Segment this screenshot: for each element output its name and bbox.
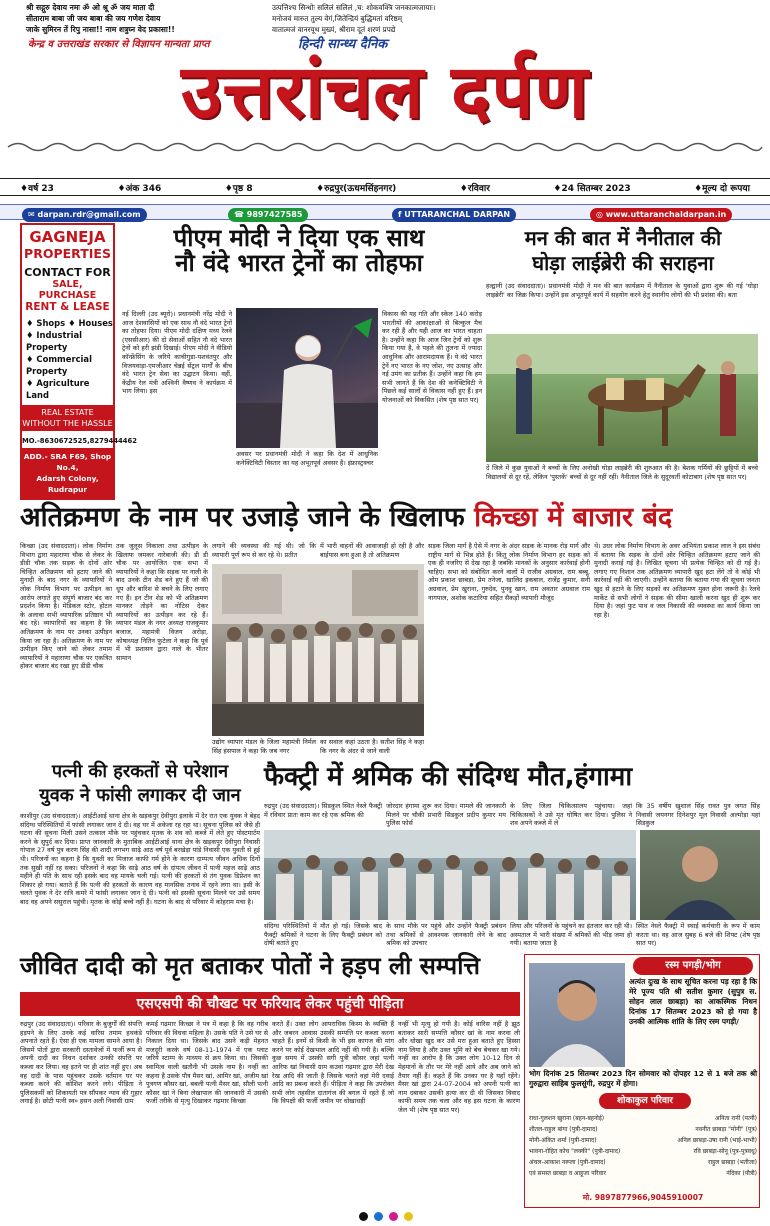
left-quote-2: सीताराम बाबा जी जय बाबा की जय गणेश देवाय [26, 14, 161, 23]
obituary-title: रस्म पगड़ी/भोग [633, 957, 753, 975]
ad-mobile: MO.-8630672525,8279444462 [22, 437, 137, 445]
bandh-col-2: तक जुलूस निकाला तथा उत्पीड़न के खिलाफ जमकर नारेबाजी की। डी डी चौक पर आयोजित एक सभा में व्यापारियों ने कहा कि सड़क पर नाली के बाद उनके टीन शेड बने हुए हैं जो की धूप और बारिश से बचने के लिए लगाए गए हैं। इन टीन शेड को भी अतिक्रमण मानकर तोड़ने का नोटिस देकर व्यापारियों का उत्पीड़न कर रहे हैं। व्यापार मंडल के नगर अध्यक्ष राजकुमार बजाज, महामंत्री विजय अरोड़ा, कोषाध्यक्ष नितिन फुटेला ने कहा कि पूर्व में भी प्रशासन द्वारा नाले के भीतर सामान [116, 542, 208, 662]
trains-headline-1: पीएम मोदी ने दिया एक साथ [173, 224, 425, 252]
print-registration-marks [346, 1212, 426, 1222]
obituary-family-title: शोकाकुल परिवार [599, 1093, 691, 1109]
right-quote-1: उत्पत्तिश्च सिन्धोः सलिलं सलिलं ,च: शोकवक्त्रि जनकात्मजायाः। [272, 3, 436, 12]
suicide-headline [20, 760, 260, 808]
suicide-headline-2: युवक ने फांसी लगाकर दी जान [39, 785, 241, 806]
factory-caption-1: संदिग्ध परिस्थितियों में मौत हो गई। जिसके बाद फैक्ट्री श्रमिकों ने घटना के लिए फैक्ट्री प्रबंधन को दोषी बताते हुए [264, 922, 382, 948]
globe-icon: ◎ [596, 210, 606, 219]
ad-address-2: Adarsh Colony, Rudrapur [36, 474, 99, 494]
ad-address-1: ADD.- SRA F69, Shop No.4, [23, 452, 112, 472]
bandh-headline [20, 504, 760, 538]
facebook-icon: f [398, 210, 405, 219]
property-col-4: नन्हीं भी मृत्यु हो गयी है। कोई वारिस नहीं है झूठ बताकर सारी सम्पत्ति कौसर खां के नाम करवा ली और धोखा खुद कर उसे मरा हुआ बताते हुए हिस्सा नाम लिया है और उक्त भूमि को बेच बेचकर खा गये। नन्हीं का आरोप है कि उक्त लोग 10-12 दिन से मेहमानों के तौर पर मेरे नहीं आये और अब जाने को तैयार नहीं हैं। कहते हैं कि उनका घर है यहाँ रहेंगे। मैसर खां द्वारा 24-07-2004 को अपनी पत्नी का नाम दबाकर उसकी हत्या कर दी थी जिसका विवाद काफी समय तक चला और वह इस घटना के कारण जेल भी (शेष पृष्ठ सात पर) [398, 1020, 520, 1114]
website-text: www.uttaranchaldarpan.in [605, 210, 727, 219]
ad-slogan-band [22, 405, 113, 431]
library-body-2: दें जिले में कुछ युवाओं ने बच्चों के लिए अनोखी घोड़ा लाइब्रेरी की शुरुआत की है। बेशक गर्मियों की छुट्टियों में बच्चे विद्यालयों से दूर रहें, लेकिन 'पुस्तकें' बच्चों से दूर नहीं रहीं। नैनीताल जिले के सुदूरवर्ती कोटाबाग (शेष पृष्ठ सात पर) [486, 464, 758, 481]
factory-caption-3: लिया और परिजनों के पहुंचने का इंतजार कर रही थी। अस्पताल में भारी संख्या में श्रमिकों की भीड़ जमा हो गयी। बताया जाता है [510, 922, 632, 948]
registration-mark-icon [389, 1212, 398, 1221]
bandh-col-4: में भारी वाहनों की आवाजाही हो रही है और बाईपास बना हुआ है तो अतिक्रमण [320, 542, 424, 559]
photo-horse-library [486, 334, 758, 462]
masthead [0, 0, 770, 156]
bandh-col-5: सड़क जिला मार्ग है ऐसे में नगर के अंदर सड़क के मानक रोड़ मार्ग और राष्ट्रीय मार्ग से भिन्न होते हैं। किंतु लोक निर्माण विभाग हर सड़क को एक ही नजरिए से देख रहा है जबकि मानकों के अनुसार कार्रवाई होनी चाहिए। सभा को संबोधित करने वालों में राजीव अग्रवाल, राम बब्बू, ओम प्रकाश छाबड़ा, प्रेम तनेजा, खालिद इकबाल, राजेंद्र कुमार, सनी अग्रवाल, प्रेम खुराना, गुरुदेव, पुनवु खान, राम अवतार अग्रवाल राम नागपाल, अशोक कटारिया सहित सैकड़ों व्यापारी मौजूद [428, 542, 590, 602]
contact-bar [0, 204, 770, 220]
meta-issue: ♦अंक 346 [117, 183, 162, 194]
ad-gagneja-properties [20, 223, 137, 500]
factory-col-3: के लिए जिला चिकित्सालय पहुंचाया। जहां चिकित्सकों ने उसे मृत घोषित कर दिया। पुलिस ने शव अपने कब्जे में ले [510, 802, 632, 828]
website-pill[interactable] [590, 208, 732, 222]
newspaper-title: उत्तरांचल दर्पण [181, 49, 589, 135]
photo-modi-flag [236, 308, 378, 448]
phone-pill[interactable] [228, 208, 308, 222]
photo-market-protest [212, 564, 424, 736]
factory-headline: फैक्ट्री में श्रमिक की संदिग्ध मौत,हंगामा [264, 762, 633, 792]
email-text: darpan.rdr@gmail.com [37, 210, 141, 219]
bandh-headline-red: किच्छा में बाजार बंद [474, 502, 673, 533]
meta-pages: ♦पृष्ठ 8 [224, 183, 253, 194]
obituary-box [524, 954, 760, 1208]
social-text: UTTARANCHAL DARPAN [404, 210, 511, 219]
right-quote-3: वातात्मजं वानरयूथ मुख्यं, श्रीराम दूतं शरणं प्रपद्ये [272, 25, 396, 34]
obituary-details: भोग दिनांक 25 सितम्बर 2023 दिन सोमवार को दोपहर 12 से 1 बजे तक श्री गुरुद्वारा साहिब फुलसुंगी, रुद्रपुर में होगा। [529, 1069, 757, 1088]
bandh-col-6: थे। उधर लोक निर्माण विभाग के अवर अभियंता प्रकाश लाल ने इस संबंध में बताया कि सड़क के दोनों ओर चिन्हित अतिक्रमण हटाए जाने की मुनादी कराई गई है। लिखित सूचना भी प्रत्येक चिन्हित को दी गई है। लगाए गए निशान तक अतिक्रमण व्यापारी खुद हटा लेंगे तो वे कोई भी कार्रवाई नहीं की जाएगी। उन्होंने बताया कि बताया गया की सूचना जनता खुद से हटाने के लिए सड़कों का अतिक्रमण मुक्त होना जरूरी है। रेलवे मार्केट से सभी लोगों ने सड़क की सीमा खाली करना खुद ही शुरू कर दिया है। जहां फुट पाथ व जल निकासी की व्यवस्था का कार्य किया जा रहा है। [594, 542, 760, 619]
property-subhead: एसएसपी की चौखट पर फरियाद लेकर पहुंची पीड़िता [20, 992, 520, 1016]
crowd-icon [212, 564, 424, 736]
factory-col-2: जोरदार हंगामा शुरू कर दिया। मामले की जानकारी मिलने पर चौकी प्रभारी सिडकुल प्रदीप कुमार मय पुलिस फोर्स [386, 802, 506, 828]
property-col-2: कमई गढ़मार किच्छा ने पत्र में कहा है कि वह गरीब परिवार की विधवा महिला है। उसके पति ने उसे घर से निकाल दिया था। जिसके बाद उसने कड़ी मेहनत मजदूरी करके वर्ष 08-11-1974 में एक प्लाट जरिये स्टाम्प के माध्यम से क्रय किया था। जिसकी स्वामित्व वाली खतौनी भी उसके नाम है। नन्हीं का कहना है उसके पौत्र मैसर खां, आमिर खां, अजीम खां पुत्रगण कौसर खां, बबली पत्नी मैसर खां, सौली पत्नी कौसर खां ने बिना लेखापाल की जानकारी में उसकी फर्जी तरीके से मृत्यु दिखाकर गढ़मार किच्छा [146, 1020, 268, 1106]
ad-item: ♦ Agriculture Land [26, 378, 90, 400]
factory-caption-4: स्थित नेस्ले फैक्ट्री में स्थाई कर्मचारी के रूप में काम करता था। वह आज सुबह 6 बजे की शिफ्ट (शेष पृष्ठ सात पर) [636, 922, 760, 948]
library-body-1: हल्द्वानी (उद संवाददाता)। प्रधानमंत्री मोदी ने मन की बात कार्यक्रम में नैनीताल के युवाओं द्वारा शुरू की गई 'घोड़ा लाइब्रेरी' का जिक्र किया। उन्होंने इस अभूतपूर्व कार्य में सहयोग करने हेतु स्थानीय लोगों की भी प्रशंसा की। बता [486, 282, 758, 299]
bandh-col-3: लगाने की व्यवस्था की गई थी। जो कि व्यापारी पूर्ण रूप से कर रहे थे। प्रतीत [212, 542, 316, 559]
right-quote-2: मनोजवं मारुत तुल्य वेगं,जितेन्द्रियं बुद्धिमतां वरिष्ठम् [272, 14, 402, 23]
ad-contact-1: CONTACT FOR [24, 266, 111, 279]
decorative-swirl [8, 140, 762, 154]
bandh-col-4b: का सवाल कहां उठता है। सतीश सिंह ने कहा कि नगर के अंदर से जाने वाली [320, 738, 424, 755]
horse-icon [486, 334, 758, 462]
ad-slogan-1: REAL ESTATE [41, 408, 94, 417]
workers-crowd-icon [264, 830, 636, 920]
left-quote-3: जाके सुमिरन तें रिपु नासा!! नाम शत्रुघ्न वेद प्रकासा!! [26, 25, 175, 34]
library-headline-2: घोड़ा लाईब्रेरी की सराहना [532, 251, 714, 275]
masthead-left-quotes [26, 2, 266, 35]
trains-body-2: विकास की यह गति और स्केल 140 करोड़ भारतीयों की आकांक्षाओं से बिल्कुल मैच कर रही हैं और यही आज का भारत चाहता है। उन्होंने कहा कि आज जिन ट्रेनों को शुरू किया गया है, वे पहले की तुलना में ज्यादा आधुनिक और आरामदायक हैं। ये वंदे भारत ट्रेनें नए भारत के नए जोश, नए उत्साह और नई उमंग का प्रतीक हैं। उन्होंने कहा कि हम सभी जानते हैं कि देश की कनेक्टिविटी ने पिछले कई सालों से विकास नहीं हुए हैं। इन योजनाओं को विकसित (शेष पृष्ठ सात पर) [382, 310, 482, 404]
bandh-headline-black: अतिक्रमण के नाम पर उजाड़े जाने के खिलाफ [20, 502, 465, 533]
ad-name-2: PROPERTIES [24, 246, 111, 261]
mail-icon: ✉ [28, 210, 38, 219]
masthead-right-quotes [272, 2, 762, 35]
trains-headline-2: नौ वंदे भारत ट्रेनों का तोहफा [175, 249, 423, 278]
factory-col-4: कि 35 वर्षीय खुशाल सिंह रावत पुत्र जगत सिंह निवासी जयनगर दिनेशपुर मूल निवासी अल्मोड़ा यहां सिडकुल [636, 802, 760, 828]
trains-body-3: अवसर पर प्रधानमंत्री मोदी ने कहा कि देश में आधुनिक कनेक्टिविटी विस्तार का यह अभूतपूर्व अवसर है। इंफ्रास्ट्रक्चर [236, 450, 378, 467]
property-col-3: करते हैं। उक्त लोग आपराधिक किस्म के व्यक्ति हैं और जबरन आवास उसकी सम्पत्ति पर कब्जा करना चाहते हैं। इनमें से किसी के भी इस कागज की मांग करने पर कोई देखभाल आदि नहीं की गयी है। बल्कि कुछ समय में उसकी सगी पुत्री कौसर जहां पत्नी आरिफ खां निवासी ग्राम कउवां गढ़मार द्वारा मेरी देख रेख आदि की जाती है जिसके चलते वहां मेरी दवाई आदि का प्रबन्ध करते हैं। पीड़िता ने कहा कि उपरोक्त सभी लोग तहसील दातागंज की बगल में रहते हैं जो कि विपक्षी की फर्जी जमीन पर धोखाधड़ी [272, 1020, 394, 1106]
edition-type: हिन्दी सान्ध्य दैनिक [298, 37, 388, 52]
library-headline [486, 226, 760, 276]
ad-name-1: GAGNEJA [29, 228, 106, 246]
bandh-col-3b: उद्योग व्यापार मंडल के जिला महामंत्री निर्मल सिंह हंसपाल ने कहा कि जब नगर [212, 738, 316, 755]
factory-col-1: रुद्रपुर (उद संवाददाता)। सिडकुल स्थित नेस्ले फैक्ट्री में रविवार प्रातः काम कर रहे एक श्रमिक की [264, 802, 382, 819]
ad-item: ♦ Commercial Property [26, 354, 92, 376]
masthead-tagline: केन्द्र व उत्तराखंड सरकार से विज्ञापन मान्यता प्राप्त [28, 39, 210, 50]
trains-body-1: नई दिल्ली (उद ब्यूरो)। प्रधानमंत्री नरेंद्र मोदी ने आज देशवासियों को एक साथ नौ वंदे भारत ट्रेनों का तोहफा दिया। पीएम मोदी दक्षिण मध्य रेलवे (एससीआर) की दो सेवाओं सहित नौ वंदे भारत ट्रेनों को हरी झंडी दिखाई। पीएम मोदी ने वीडियो कॉन्फ्रेंसिंग के जरिये काचीगुडा-यशवंतपुर और विजयवाड़ा-एमजीआर चेन्नई सेंट्रल मार्गों के बीच वंदे भारत ट्रेन सेवा का उद्घाटन किया। वहीं, केंद्रीय रेल मंत्री अश्विनी वैष्णव ने कार्यक्रम में भाग लिया। इस [122, 310, 232, 396]
meta-year: ♦वर्ष 23 [20, 183, 54, 194]
ad-address-band [22, 448, 113, 498]
ad-slogan-2: WITHOUT THE HASSLE [22, 419, 113, 428]
trains-headline [118, 226, 480, 276]
modi-figure-icon [236, 308, 378, 448]
left-quote-1: श्री सद्गुरु देवाय नमः ॐ ओ श्रू ॐ जय माता दी [26, 3, 155, 12]
registration-mark-icon [404, 1212, 413, 1221]
library-headline-1: मन की बात में नैनीताल की [524, 226, 722, 250]
ad-contact-3: RENT & LEASE [25, 301, 110, 313]
factory-caption-2: के साथ मौके पर पहुंचे और उन्होंने फैक्ट्री प्रबंधन तथा श्रमिकों से आवश्यक जानकारी लेने के बाद श्रमिक को उपचार [386, 922, 506, 948]
meta-price: ♦मूल्य दो रूपया [694, 183, 750, 194]
phone-text: 9897427585 [246, 210, 303, 219]
portrait-icon [640, 830, 760, 920]
photo-deceased-worker [640, 830, 760, 920]
portrait-man-icon [529, 963, 625, 1067]
photo-factory-crowd [264, 830, 636, 920]
ad-item: ♦ Shops ♦ Houses [26, 318, 113, 328]
whatsapp-icon: ☎ [234, 210, 247, 219]
registration-mark-icon [359, 1212, 368, 1221]
suicide-body: काशीपुर (उद संवाददाता)। आईटीआई थाना क्षेत्र के खड़कपुर देवीपुरा इलाके में देर रात एक युवक ने बेहद संदिग्ध परिस्थितियों में फांसी लगाकर जान दे दी। वह घर में अकेला रह रहा था। सूचना पुलिस को जैसे ही घटना की सूचना मिली उसने तत्काल मौके पर पहुंचकर मृतक के शव को कब्जे में लेते हुए पोस्टमार्टम करने के सुपुर्द कर दिया। प्राप्त जानकारी के मुताबिक आईटीआई थाना क्षेत्र के खड़कपुर देवीपुरा निवासी गोपाल 27 वर्ष पुत्र करण सिंह की शादी लगभग साढ़े आठ वर्ष पूर्व बरखेड़ा पांडे निवासी एक युवती से हुई थी। परिजनों का कहना है कि युवती का मिजाज काफी गर्म होने के कारण दाम्पत्य जीवन अधिक दिनों तक सुखी नहीं रह सका। परिजनों ने कहा कि साढ़े आठ वर्ष के दांपत्य जीवन में पत्नी महज साढ़े आठ महीने ही पति के साथ रही इसके बाद वह मायके चली गई। पत्नी की हरकतों से तंग युवक डिप्रेशन का शिकार हो गया। बताते हैं कि पत्नी की हरकतों के कारण वह मानसिक तनाव में रहने लगा था। इसी के चलते युवक ने देर रात्रि कमरे में फांसी लगाकर जान दे दी। पत्नी को इसकी सूचना मिलने पर उसे समय बाद वह अपने ससुराल पहुंची। मृतक के कोई बच्चे नहीं हैं। घटना के बाद से परिवार में कोहराम मचा है। [20, 812, 260, 906]
social-pill[interactable] [392, 208, 516, 222]
meta-date: ♦24 सितम्बर 2023 [553, 183, 631, 194]
registration-mark-icon [374, 1212, 383, 1221]
obituary-mobile: मो. 9897877966,9045910007 [582, 1193, 704, 1202]
ad-item: ♦ Industrial Property [26, 330, 82, 352]
meta-day: ♦रविवार [459, 183, 490, 194]
property-col-1: रुद्रपुर (उद संवाददाता)। परिवार के बुजुर्गों की संपत्ति हड़पने के लिए उनके कई वारिस तमाम हथकंडे अपनाते रहते हैं। ऐसा ही एक मामला सामने आया है। जिसमें पोतों द्वारा सरकारी दस्तावेजों में फर्जी रूप से अपनी दादी का निधन दर्शाकर उनकी संपत्ति पर कब्जा कर लिया। वह इतने पर ही शांत नहीं हुए। अब वह दादी के पास पहुंचकर उसके वर्तमान घर पर कब्जा करने की कोशिश करने लगे। पीड़िता ने पुलिसकर्मी को शिकायती पत्र सौंपकर न्याय की गुहार लगाई है। छोटी पत्नी स्व० हसन अली निवासी ग्राम [20, 1020, 142, 1106]
obituary-intro: अत्यंत दुःख के साथ सूचित करना पड़ रहा है कि मेरे पूज्य पति श्री सतीश कुमार (सुपुत्र स. सोहन लाल छाबड़ा) का आकस्मिक निधन दिनांक 17 सितम्बर 2023 को हो गया है उनकी आत्मिक शांति के लिए रस्म पगड़ी/ [629, 977, 757, 1026]
obituary-family-right: अनिता रानी (पत्नी) नवनीत छाबड़ा "मोनी" (पुत्र) अनिल छाबड़ा-उषा रानी (भाई-भाभी) रवि छाबड़ा-सोनू (पुत्र-पुत्रवधू) राहुल छाबड़ा (भतीजा) नंदिका (पौत्री) [677, 1115, 757, 1177]
suicide-headline-1: पत्नी की हरकतों से परेशान [51, 761, 229, 782]
ad-contact-2: SALE, PURCHASE [38, 279, 97, 301]
meta-place: ♦रुद्रपुर(ऊधमसिंहनगर) [316, 183, 397, 194]
ad-items [22, 317, 113, 401]
email-pill[interactable] [22, 208, 147, 222]
property-headline: जीवित दादी को मृत बताकर पोतों ने हड़प ली सम्पत्ति [20, 952, 480, 980]
obituary-family-left: राधा-गुलशन खुराना (बहन-बहनोई) शीतल-राहुल बांगा (पुत्री-दामाद) मोनी-अंकित शर्मा (पुत्री-दामाद) भावना-रोहित कोच "लक्की" (पुत्री-दामाद) अंचल-आकाश नरूला (पुत्री-दामाद) एवं समस्त छाबड़ा व आहूजा परिवार [529, 1115, 621, 1177]
bandh-col-1: किच्छा (उद संवाददाता)। लोक निर्माण विभाग द्वारा महाराणा चौक से लेकर के डीडी चौक तक सड़क के दोनों ओर चिन्हित अतिक्रमण को हटाए जाने की मुनादी के बाद नगर के व्यापारियों ने लोक निर्माण विभाग पर उत्पीड़न का आरोप लगाते हुए संपूर्ण बाजार बंद कर प्रदर्शन किया है। मेडिकल स्टोर, होटल के अलावा सभी व्यापारिक प्रतिष्ठान भी बंद रहे। व्यापारियों का कहना है कि अतिक्रमण के नाम पर उनका उत्पीड़न किया जा रहा है। अतिक्रमण के नाम पर उत्पीड़न किए जाने को लेकर तमाम व्यापारियों ने महाराणा चौक पर एकत्रित होकर बाजार बंद रखा हुए डीडी चौक [20, 542, 112, 671]
photo-deceased-portrait [529, 963, 625, 1067]
masthead-meta-row [0, 178, 770, 196]
